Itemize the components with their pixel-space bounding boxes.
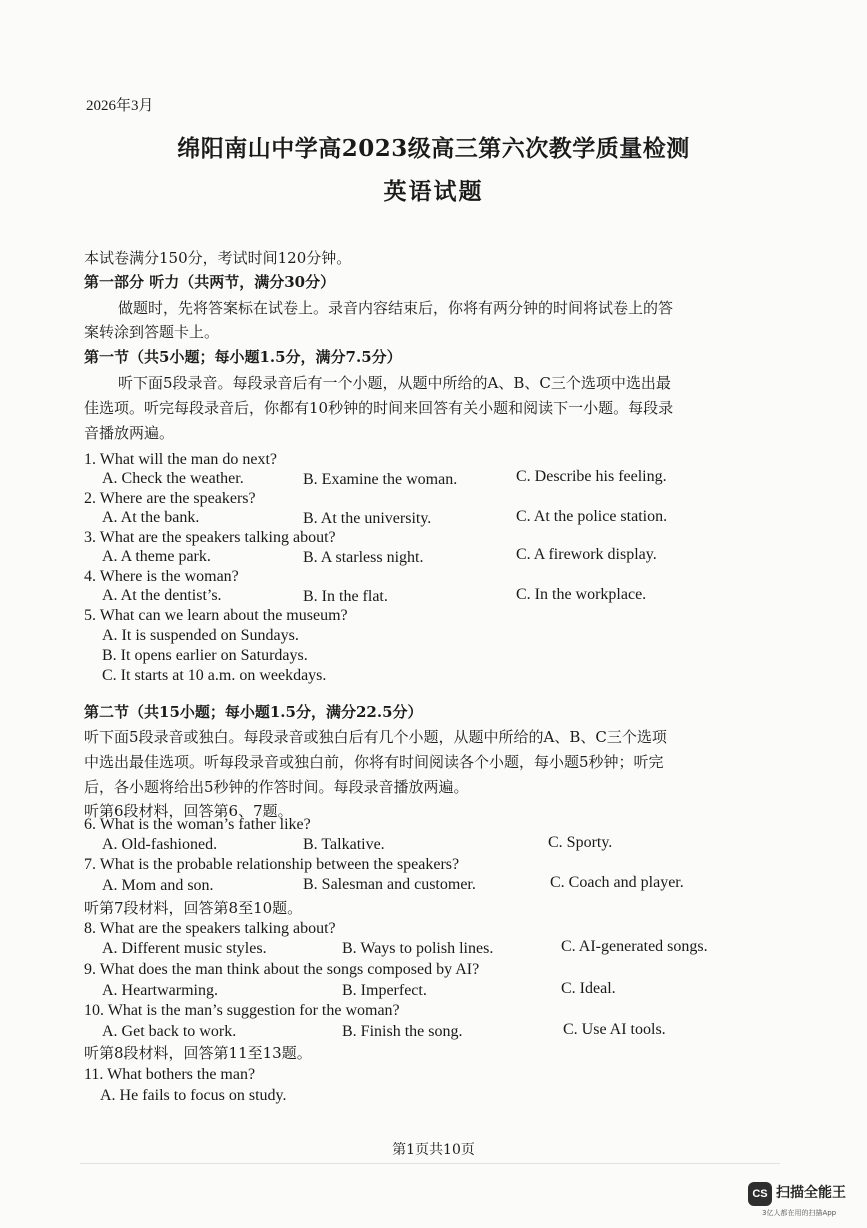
question-stem: 11. What bothers the man?: [84, 1066, 256, 1083]
option-b: B. A starless night.: [303, 549, 424, 566]
part1-instruction-line1: 做题时，先将答案标在试卷上。录音内容结束后，你将有两分钟的时间将试卷上的答: [118, 299, 674, 317]
section2-instruction-line1: 听下面5段录音或独白。每段录音或独白后有几个小题，从题中所给的A、B、C三个选项: [84, 728, 667, 746]
question-stem: 3. What are the speakers talking about?: [84, 529, 336, 546]
exam-title: 绵阳南山中学高2023级高三第六次教学质量检测: [177, 135, 690, 162]
option-a: A. Different music styles.: [102, 940, 267, 957]
part1-heading: 第一部分 听力（共两节，满分30分）: [84, 273, 336, 291]
option-b: B. It opens earlier on Saturdays.: [102, 647, 308, 664]
material-7-heading: 听第7段材料，回答第8至10题。: [84, 899, 303, 917]
option-c: C. In the workplace.: [516, 586, 647, 603]
option-b: B. Talkative.: [303, 836, 385, 853]
option-a: A. Old-fashioned.: [102, 836, 218, 853]
option-a: A. He fails to focus on study.: [100, 1087, 287, 1104]
option-c: C. A firework display.: [516, 546, 657, 563]
option-c: C. Sporty.: [548, 834, 613, 851]
section1-instruction-line2: 佳选项。听完每段录音后，你都有10秒钟的时间来回答有关小题和阅读下一小题。每段录: [84, 399, 674, 417]
watermark-app-name: 扫描全能王: [776, 1185, 846, 1201]
option-a: A. Heartwarming.: [102, 982, 218, 999]
option-c: C. Use AI tools.: [563, 1021, 666, 1038]
watermark-tagline: 3亿人都在用的扫描App: [762, 1209, 837, 1217]
question-stem: 5. What can we learn about the museum?: [84, 607, 348, 624]
option-c: C. At the police station.: [516, 508, 668, 525]
option-c: C. Coach and player.: [550, 874, 684, 891]
option-b: B. Imperfect.: [342, 982, 427, 999]
part1-instruction-line2: 案转涂到答题卡上。: [84, 323, 220, 341]
section1-heading: 第一节（共5小题；每小题1.5分，满分7.5分）: [84, 348, 402, 366]
option-b: B. Finish the song.: [342, 1023, 463, 1040]
option-a: A. At the bank.: [102, 509, 200, 526]
exam-date: 2026年3月: [86, 98, 154, 114]
section2-instruction-line2: 中选出最佳选项。听每段录音或独白前，你将有时间阅读各个小题，每小题5秒钟；听完: [84, 753, 664, 771]
section1-instruction-line3: 音播放两遍。: [84, 424, 175, 442]
option-c: C. Ideal.: [561, 980, 616, 997]
option-b: B. At the university.: [303, 510, 432, 527]
option-b: B. In the flat.: [303, 588, 388, 605]
question-stem: 9. What does the man think about the songs composed by AI?: [84, 961, 480, 978]
option-a: A. A theme park.: [102, 548, 211, 565]
option-b: B. Examine the woman.: [303, 471, 458, 488]
option-a: A. Mom and son.: [102, 877, 214, 894]
option-b: B. Ways to polish lines.: [342, 940, 494, 957]
section2-heading: 第二节（共15小题；每小题1.5分，满分22.5分）: [84, 703, 423, 721]
scanner-watermark: [748, 1180, 858, 1220]
footer-divider: [80, 1163, 780, 1164]
section2-instruction-line3: 后，各小题将给出5秒钟的作答时间。每段录音播放两遍。: [84, 778, 469, 796]
question-stem: 6. What is the woman’s father like?: [84, 816, 311, 833]
question-stem: 4. Where is the woman?: [84, 568, 239, 585]
exam-subtitle: 英语试题: [383, 178, 484, 205]
question-stem: 10. What is the man’s suggestion for the woman?: [84, 1002, 400, 1019]
option-c: C. It starts at 10 a.m. on weekdays.: [102, 667, 327, 684]
question-stem: 7. What is the probable relationship between the speakers?: [84, 856, 460, 873]
option-a: A. Check the weather.: [102, 470, 244, 487]
option-c: C. AI-generated songs.: [561, 938, 708, 955]
option-a: A. At the dentist’s.: [102, 587, 222, 604]
option-c: C. Describe his feeling.: [516, 468, 667, 485]
option-a: A. It is suspended on Sundays.: [102, 627, 299, 644]
material-8-heading: 听第8段材料，回答第11至13题。: [84, 1044, 312, 1062]
option-b: B. Salesman and customer.: [303, 876, 476, 893]
section1-instruction-line1: 听下面5段录音。每段录音后有一个小题，从题中所给的A、B、C三个选项中选出最: [118, 374, 671, 392]
question-stem: 8. What are the speakers talking about?: [84, 920, 336, 937]
option-a: A. Get back to work.: [102, 1023, 237, 1040]
material-6-heading: 听第6段材料，回答第6、7题。: [84, 802, 293, 820]
question-stem: 1. What will the man do next?: [84, 451, 277, 468]
page-number: 第1页共10页: [392, 1142, 475, 1158]
camscanner-logo-icon: CS: [748, 1182, 772, 1206]
intro-text: 本试卷满分150分，考试时间120分钟。: [84, 249, 352, 267]
question-stem: 2. Where are the speakers?: [84, 490, 256, 507]
